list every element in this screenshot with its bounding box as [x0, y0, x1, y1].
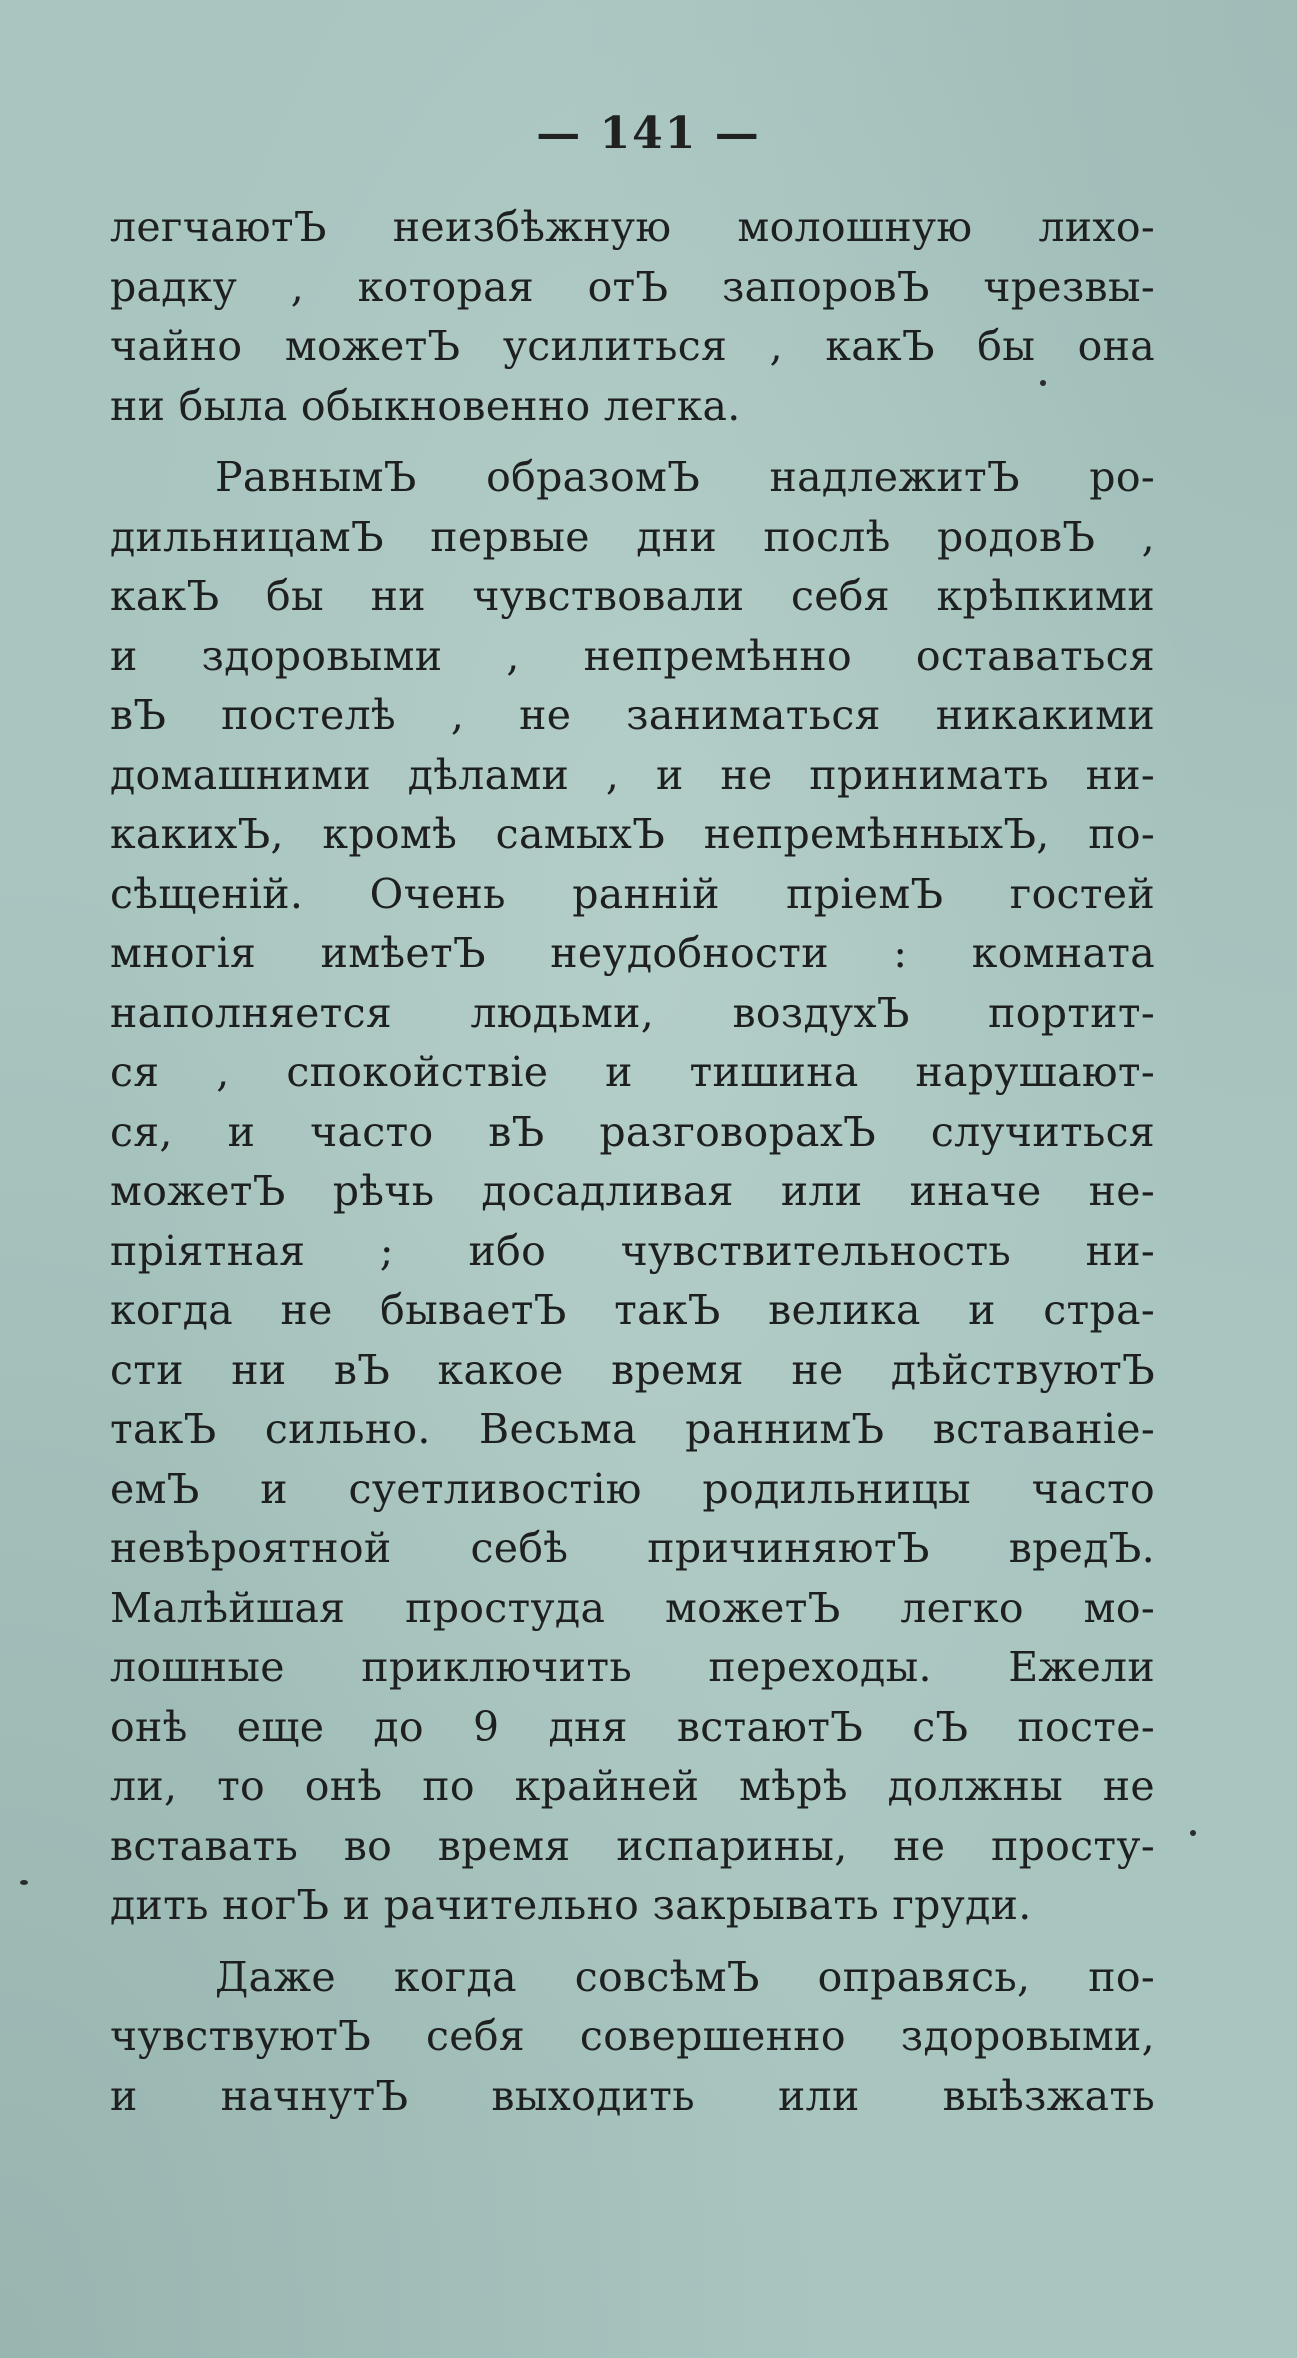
text-line: многія имѣетЪ неудобности : комната — [110, 929, 1155, 977]
text-line: такЪ сильно. Весьма раннимЪ вставаніе- — [110, 1405, 1155, 1453]
text-line: радку , которая отЪ запоровЪ чрезвы- — [110, 262, 1155, 311]
text-line: какихЪ, кромѣ самыхЪ непремѣнныхЪ, по- — [110, 810, 1155, 858]
page-number: — 141 — — [536, 108, 761, 159]
text-line: Даже когда совсѣмЪ оправясь, по- — [215, 1952, 1155, 2001]
text-line: вЪ постелѣ , не заниматься никакими — [110, 691, 1155, 739]
text-line: и здоровыми , непремѣнно оставаться — [110, 631, 1155, 680]
text-line: какЪ бы ни чувствовали себя крѣпкими — [110, 572, 1155, 620]
ink-speck — [1040, 380, 1046, 386]
text-line: ся, и часто вЪ разговорахЪ случиться — [110, 1107, 1155, 1156]
text-line: и начнутЪ выходить или выѣзжать — [110, 2071, 1155, 2120]
text-line: сѣщеній. Очень ранній пріемЪ гостей — [110, 869, 1155, 918]
ink-speck — [20, 1880, 28, 1885]
body-text — [110, 198, 1155, 2126]
ink-speck — [1190, 1830, 1196, 1836]
text-line: пріятная ; ибо чувствительность ни- — [110, 1226, 1155, 1275]
text-line: дить ногЪ и рачительно закрывать груди. — [110, 1881, 1032, 1929]
text-line: онѣ еще до 9 дня встаютЪ сЪ посте- — [110, 1702, 1155, 1751]
text-line: легчаютЪ неизбѣжную молошную лихо- — [110, 203, 1155, 251]
text-line: невѣроятной себѣ причиняютЪ вредЪ. — [110, 1524, 1155, 1572]
text-line: чувствуютЪ себя совершенно здоровыми, — [110, 2012, 1155, 2060]
text-line: ни была обыкновенно легка. — [110, 381, 741, 430]
text-line: домашними дѣлами , и не принимать ни- — [110, 750, 1155, 799]
text-line: ся , спокойствіе и тишина нарушают- — [110, 1048, 1155, 1096]
text-line: емЪ и суетливостію родильницы часто — [110, 1464, 1155, 1513]
text-line: когда не бываетЪ такЪ велика и стра- — [110, 1286, 1155, 1334]
text-line: сти ни вЪ какое время не дѣйствуютЪ — [110, 1345, 1155, 1394]
text-line: вставать во время испарины, не просту- — [110, 1821, 1155, 1870]
text-line: Малѣйшая простуда можетЪ легко мо- — [110, 1583, 1155, 1632]
text-line: ли, то онѣ по крайней мѣрѣ должны не — [110, 1762, 1155, 1810]
text-line: РавнымЪ образомЪ надлежитЪ ро- — [215, 453, 1155, 501]
text-line: чайно можетЪ усилиться , какЪ бы она — [110, 322, 1155, 370]
text-line: лошные приключить переходы. Ежели — [110, 1643, 1155, 1691]
text-line: наполняется людьми, воздухЪ портит- — [110, 988, 1155, 1037]
text-line: дильницамЪ первые дни послѣ родовЪ , — [110, 512, 1155, 561]
text-line: можетЪ рѣчь досадливая или иначе не- — [110, 1167, 1155, 1215]
